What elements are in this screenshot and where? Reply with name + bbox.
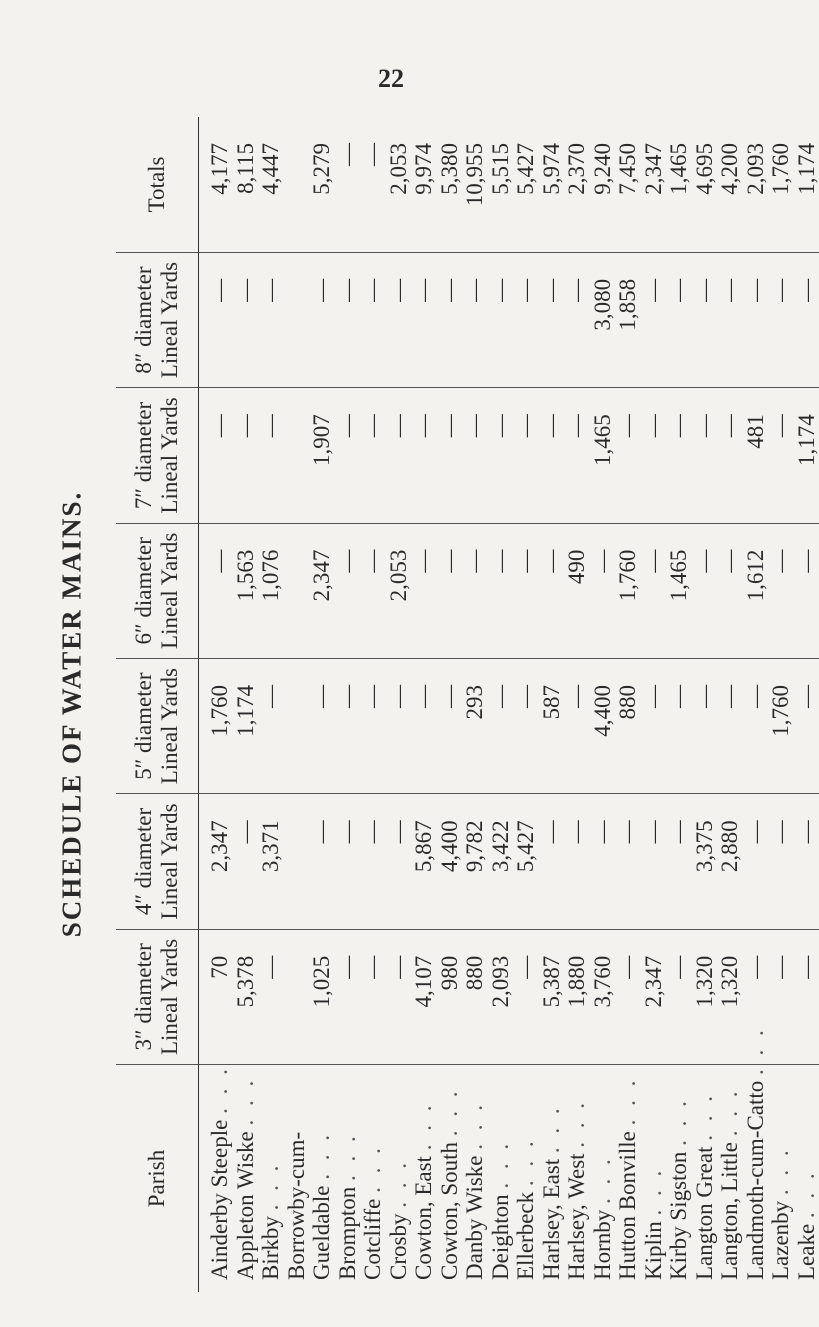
d8-value: — — [207, 278, 232, 302]
parish-name — [462, 1071, 488, 1280]
d8-value: — — [768, 278, 793, 302]
d7-value: — — [360, 414, 385, 438]
total-value: 5,974 — [538, 143, 564, 195]
d7-column — [199, 388, 819, 523]
d6-value: 1,465 — [666, 549, 691, 602]
d5-value: 880 — [615, 684, 640, 720]
d4-value: 2,880 — [717, 820, 742, 873]
leader-dots: . . . — [691, 1092, 717, 1141]
d7-value: 1,174 — [793, 414, 819, 466]
d6-value: — — [691, 549, 717, 573]
d8-value: — — [309, 278, 334, 302]
leader-dots: . . . — [207, 1065, 232, 1114]
d7-value: — — [385, 414, 411, 438]
d3-value: 2,347 — [640, 955, 666, 1008]
leader-dots: . . . — [232, 1076, 258, 1126]
header-row — [116, 117, 199, 1292]
header-parish: Parish — [116, 1065, 199, 1292]
d8-value: — — [513, 278, 538, 302]
header-6in: 6″ diameter Lineal Yards — [116, 523, 199, 658]
d4-value: — — [309, 820, 334, 844]
leader-dots: . . . — [258, 1161, 283, 1211]
total-value: 4,695 — [691, 143, 717, 195]
parish-name — [513, 1071, 539, 1280]
parish-name — [641, 1071, 667, 1280]
parish-name — [411, 1071, 437, 1280]
d7-value: — — [487, 414, 513, 438]
d6-value: 490 — [564, 549, 589, 585]
d4-value: 5,867 — [411, 820, 436, 873]
leader-dots: . . . — [666, 1097, 691, 1146]
d3-value: — — [615, 955, 640, 979]
d4-column — [199, 794, 819, 929]
d3-value: 3,760 — [589, 955, 615, 1008]
spacer-line — [284, 956, 310, 1058]
d4-value: — — [360, 820, 385, 844]
d6-value: — — [360, 549, 385, 573]
rotated-table-wrapper — [116, 117, 819, 1292]
d4-value: 3,371 — [258, 820, 283, 873]
leader-dots: . . . — [538, 1104, 564, 1154]
d3-value: — — [793, 955, 819, 979]
parish-name — [564, 1071, 590, 1280]
d3-value: — — [666, 955, 691, 979]
parish-name — [360, 1071, 386, 1280]
d3-value: — — [334, 955, 360, 979]
parish-name — [615, 1071, 641, 1280]
total-value: 4,177 — [207, 143, 232, 195]
d6-value: 2,347 — [309, 549, 334, 602]
water-mains-table — [116, 117, 819, 1292]
d3-value: — — [742, 955, 768, 979]
leader-dots: . . . — [411, 1101, 436, 1151]
schedule-heading-text: SCHEDULE OF WATER MAINS. — [56, 490, 87, 938]
d8-value: — — [411, 278, 436, 302]
parish-text: Harlsey, East — [538, 1158, 564, 1280]
parish-text: Hornby — [589, 1209, 615, 1280]
leader-dots: . . . — [640, 1166, 666, 1216]
d6-value: 1,760 — [615, 549, 640, 602]
d6-value: — — [793, 549, 819, 573]
parish-text: Lazenby — [768, 1200, 793, 1280]
d6-value: — — [538, 549, 564, 573]
total-value: 2,370 — [564, 143, 589, 195]
d6-value: — — [640, 549, 666, 573]
d5-value: — — [258, 684, 283, 708]
spacer-line — [284, 143, 310, 246]
total-value: — — [360, 143, 385, 166]
parish-name — [335, 1071, 361, 1280]
d8-column — [199, 252, 819, 387]
d6-value: — — [768, 549, 793, 573]
d3-value: 5,378 — [232, 955, 258, 1008]
d5-value: — — [411, 684, 436, 708]
d7-value: — — [436, 414, 462, 438]
d3-value: 2,093 — [487, 955, 513, 1008]
parish-text: Cowton, East — [411, 1156, 436, 1280]
d6-value: 1,563 — [232, 549, 258, 602]
d3-value: 1,025 — [309, 955, 334, 1008]
leader-dots: . . . — [334, 1132, 360, 1181]
d7-value: — — [232, 414, 258, 438]
d8-value: — — [487, 278, 513, 302]
spacer-line — [284, 414, 310, 516]
d6-value: — — [207, 549, 232, 573]
d8-value: — — [564, 278, 589, 302]
parish-text: Ainderby Steeple — [207, 1119, 232, 1280]
parish-text: Cotcliffe — [360, 1198, 385, 1280]
parish-name — [309, 1071, 335, 1280]
d4-value: — — [742, 820, 768, 844]
d7-value: 481 — [742, 414, 768, 449]
d4-value: 2,347 — [207, 820, 232, 873]
d5-value: 587 — [538, 684, 564, 720]
parish-text: Harlsey, West — [564, 1153, 589, 1280]
parish-name — [539, 1071, 565, 1280]
parish-text: Crosby — [385, 1213, 411, 1280]
leader-dots: . . . — [768, 1146, 793, 1196]
total-value: 1,465 — [666, 143, 691, 195]
total-value: 2,053 — [385, 143, 411, 195]
total-value: 1,760 — [768, 143, 793, 195]
parish-name — [768, 1071, 794, 1280]
d7-value: 1,465 — [589, 414, 615, 466]
total-value: 5,515 — [487, 143, 513, 195]
leader-dots: . . . — [513, 1137, 538, 1187]
d4-value: — — [793, 820, 819, 844]
spacer-line — [284, 685, 310, 787]
total-value: 2,093 — [742, 143, 768, 195]
parish-text: Brompton — [334, 1186, 360, 1280]
parish-name — [207, 1065, 233, 1280]
d5-value: 1,174 — [232, 684, 258, 737]
d3-value: — — [385, 955, 411, 979]
total-value: 4,447 — [258, 143, 283, 195]
d7-value: 1,907 — [309, 414, 334, 466]
parish-text: Landmoth-cum-Catto — [742, 1080, 768, 1280]
d4-value: 5,427 — [513, 820, 538, 873]
d5-value: — — [309, 684, 334, 708]
leader-dots: . . . — [793, 1169, 819, 1219]
parish-text: Cowton, South — [436, 1141, 462, 1280]
d3-value: 1,320 — [691, 955, 717, 1008]
leader-dots: . . . — [717, 1087, 742, 1137]
parish-name — [717, 1071, 743, 1280]
parish-name — [437, 1071, 463, 1280]
parish-text: Langton, Little — [717, 1142, 742, 1280]
parish-name — [258, 1071, 284, 1280]
page-number: 22 — [378, 64, 404, 93]
d4-value: — — [232, 820, 258, 844]
parish-text: Kirby Sigston — [666, 1151, 691, 1280]
d4-value: — — [615, 820, 640, 844]
d8-value: — — [258, 278, 283, 302]
d4-value: 4,400 — [436, 820, 462, 873]
total-value: 8,115 — [232, 143, 258, 194]
total-value: 5,380 — [436, 143, 462, 195]
leader-dots: . . . — [309, 1130, 334, 1180]
d3-value: 980 — [436, 955, 462, 991]
d8-value: — — [462, 278, 487, 302]
d4-value: — — [666, 820, 691, 844]
header-totals: Totals — [116, 117, 199, 252]
d8-value: — — [436, 278, 462, 302]
parish-name — [488, 1071, 514, 1280]
parish-text: Gueldable — [309, 1185, 334, 1280]
d4-value: — — [538, 820, 564, 844]
total-value: 10,955 — [462, 143, 487, 207]
parish-column — [199, 1026, 819, 1292]
d6-value: 2,053 — [385, 549, 411, 602]
header-3in: 3″ diameter Lineal Yards — [116, 929, 199, 1064]
leader-dots: . . . — [462, 1101, 487, 1150]
d6-value: 1,612 — [742, 549, 768, 602]
d7-value: — — [564, 414, 589, 438]
d8-value: — — [742, 278, 768, 302]
d3-value: 4,107 — [411, 955, 436, 1008]
leader-dots: . . . — [360, 1144, 385, 1193]
d5-value: — — [334, 684, 360, 708]
d6-value: — — [436, 549, 462, 573]
d5-value: 1,760 — [768, 684, 793, 737]
parish-text: Birkby — [258, 1216, 283, 1280]
d7-value: — — [768, 414, 793, 438]
header-4in: 4″ diameter Lineal Yards — [116, 794, 199, 929]
total-value: — — [334, 143, 360, 166]
total-value: 2,347 — [640, 143, 666, 195]
d8-value: — — [360, 278, 385, 302]
d8-value: — — [691, 278, 717, 302]
d7-value: — — [615, 414, 640, 438]
d8-value: 1,858 — [615, 278, 640, 331]
parish-text: Appleton Wiske — [232, 1131, 258, 1280]
parish-name — [666, 1071, 692, 1280]
d7-value: — — [513, 414, 538, 438]
d3-value: 1,320 — [717, 955, 742, 1008]
d3-value: 1,880 — [564, 955, 589, 1008]
d5-value: — — [513, 684, 538, 708]
d3-value: 70 — [207, 955, 232, 979]
d5-value: — — [487, 684, 513, 708]
leader-dots: . . . — [487, 1139, 513, 1189]
leader-dots: . . . — [589, 1155, 615, 1204]
d5-value: 293 — [462, 684, 487, 720]
d3-value: 880 — [462, 955, 487, 991]
parish-name — [692, 1071, 718, 1280]
d6-value: — — [462, 549, 487, 573]
d3-value: — — [258, 955, 283, 979]
leader-dots: . . . — [385, 1159, 411, 1208]
d4-value: — — [768, 820, 793, 844]
parish-name — [742, 1026, 769, 1280]
d5-value: — — [666, 684, 691, 708]
d6-value: — — [411, 549, 436, 573]
d4-value: — — [640, 820, 666, 844]
spacer-line — [284, 279, 310, 381]
d5-value: — — [640, 684, 666, 708]
d7-value: — — [717, 414, 742, 438]
d8-value: — — [538, 278, 564, 302]
d7-value: — — [258, 414, 283, 438]
totals-column — [199, 117, 819, 252]
d5-value: 1,760 — [207, 684, 232, 737]
d3-column — [199, 929, 819, 1064]
leader-dots: . . . — [436, 1087, 462, 1137]
d6-value: — — [589, 549, 615, 573]
total-value: 9,974 — [411, 143, 436, 195]
parish-text: Hutton Bonville — [615, 1131, 640, 1280]
d8-value: — — [232, 278, 258, 302]
d8-value: — — [717, 278, 742, 302]
d6-value: — — [717, 549, 742, 573]
d3-value: — — [513, 955, 538, 979]
d5-value: — — [742, 684, 768, 708]
total-value: 5,279 — [309, 143, 334, 195]
d3-value: — — [768, 955, 793, 979]
d4-value: 3,375 — [691, 820, 717, 873]
spacer-line — [284, 820, 310, 922]
header-5in: 5″ diameter Lineal Yards — [116, 658, 199, 793]
d7-value: — — [411, 414, 436, 438]
leader-dots: . . . — [615, 1076, 640, 1126]
d5-value: — — [793, 684, 819, 708]
d5-column — [199, 658, 819, 793]
d8-value: 3,080 — [589, 278, 615, 331]
total-value: 1,174 — [793, 143, 819, 195]
d5-value: — — [385, 684, 411, 708]
parish-text: Deighton — [487, 1194, 513, 1280]
leader-dots: . . . — [742, 1026, 768, 1075]
d4-value: 3,422 — [487, 820, 513, 873]
spacer-line — [284, 550, 310, 652]
leader-dots: . . . — [564, 1098, 589, 1148]
d4-value: — — [385, 820, 411, 844]
d3-value: 5,387 — [538, 955, 564, 1008]
parish-text: Leake — [793, 1223, 819, 1280]
parish-text: Kiplin — [640, 1221, 666, 1280]
parish-name — [284, 1071, 310, 1280]
d7-value: — — [666, 414, 691, 438]
d8-value: — — [640, 278, 666, 302]
d4-value: — — [589, 820, 615, 844]
parish-text: Borrowby-cum- — [283, 1131, 309, 1280]
d7-value: — — [538, 414, 564, 438]
parish-text: Langton Great — [691, 1146, 717, 1280]
table-body-row — [199, 117, 819, 1292]
d7-value: — — [207, 414, 232, 438]
d7-value: — — [334, 414, 360, 438]
total-value: 4,200 — [717, 143, 742, 195]
parish-name — [233, 1071, 259, 1280]
d4-value: — — [564, 820, 589, 844]
d4-value: — — [334, 820, 360, 844]
d3-value: — — [360, 955, 385, 979]
d4-value: 9,782 — [462, 820, 487, 873]
d7-value: — — [462, 414, 487, 438]
d5-value: — — [717, 684, 742, 708]
d6-value: 1,076 — [258, 549, 283, 602]
header-8in: 8″ diameter Lineal Yards — [116, 252, 199, 387]
d5-value: — — [691, 684, 717, 708]
d8-value: — — [666, 278, 691, 302]
d6-value: — — [487, 549, 513, 573]
d8-value: — — [793, 278, 819, 302]
d6-value: — — [513, 549, 538, 573]
parish-name — [590, 1071, 616, 1280]
d8-value: — — [385, 278, 411, 302]
d6-value: — — [334, 549, 360, 573]
d5-value: — — [564, 684, 589, 708]
total-value: 9,240 — [589, 143, 615, 195]
total-value: 5,427 — [513, 143, 538, 195]
d5-value: — — [360, 684, 385, 708]
d6-column — [199, 523, 819, 658]
d8-value: — — [334, 278, 360, 302]
parish-name — [794, 1071, 819, 1280]
d7-value: — — [640, 414, 666, 438]
d5-value: — — [436, 684, 462, 708]
parish-text: Ellerbeck — [513, 1191, 538, 1280]
total-value: 7,450 — [615, 143, 640, 195]
d7-value: — — [691, 414, 717, 438]
parish-name — [386, 1071, 412, 1280]
header-7in: 7″ diameter Lineal Yards — [116, 388, 199, 523]
d5-value: 4,400 — [589, 684, 615, 737]
parish-text: Danby Wiske — [462, 1155, 487, 1280]
